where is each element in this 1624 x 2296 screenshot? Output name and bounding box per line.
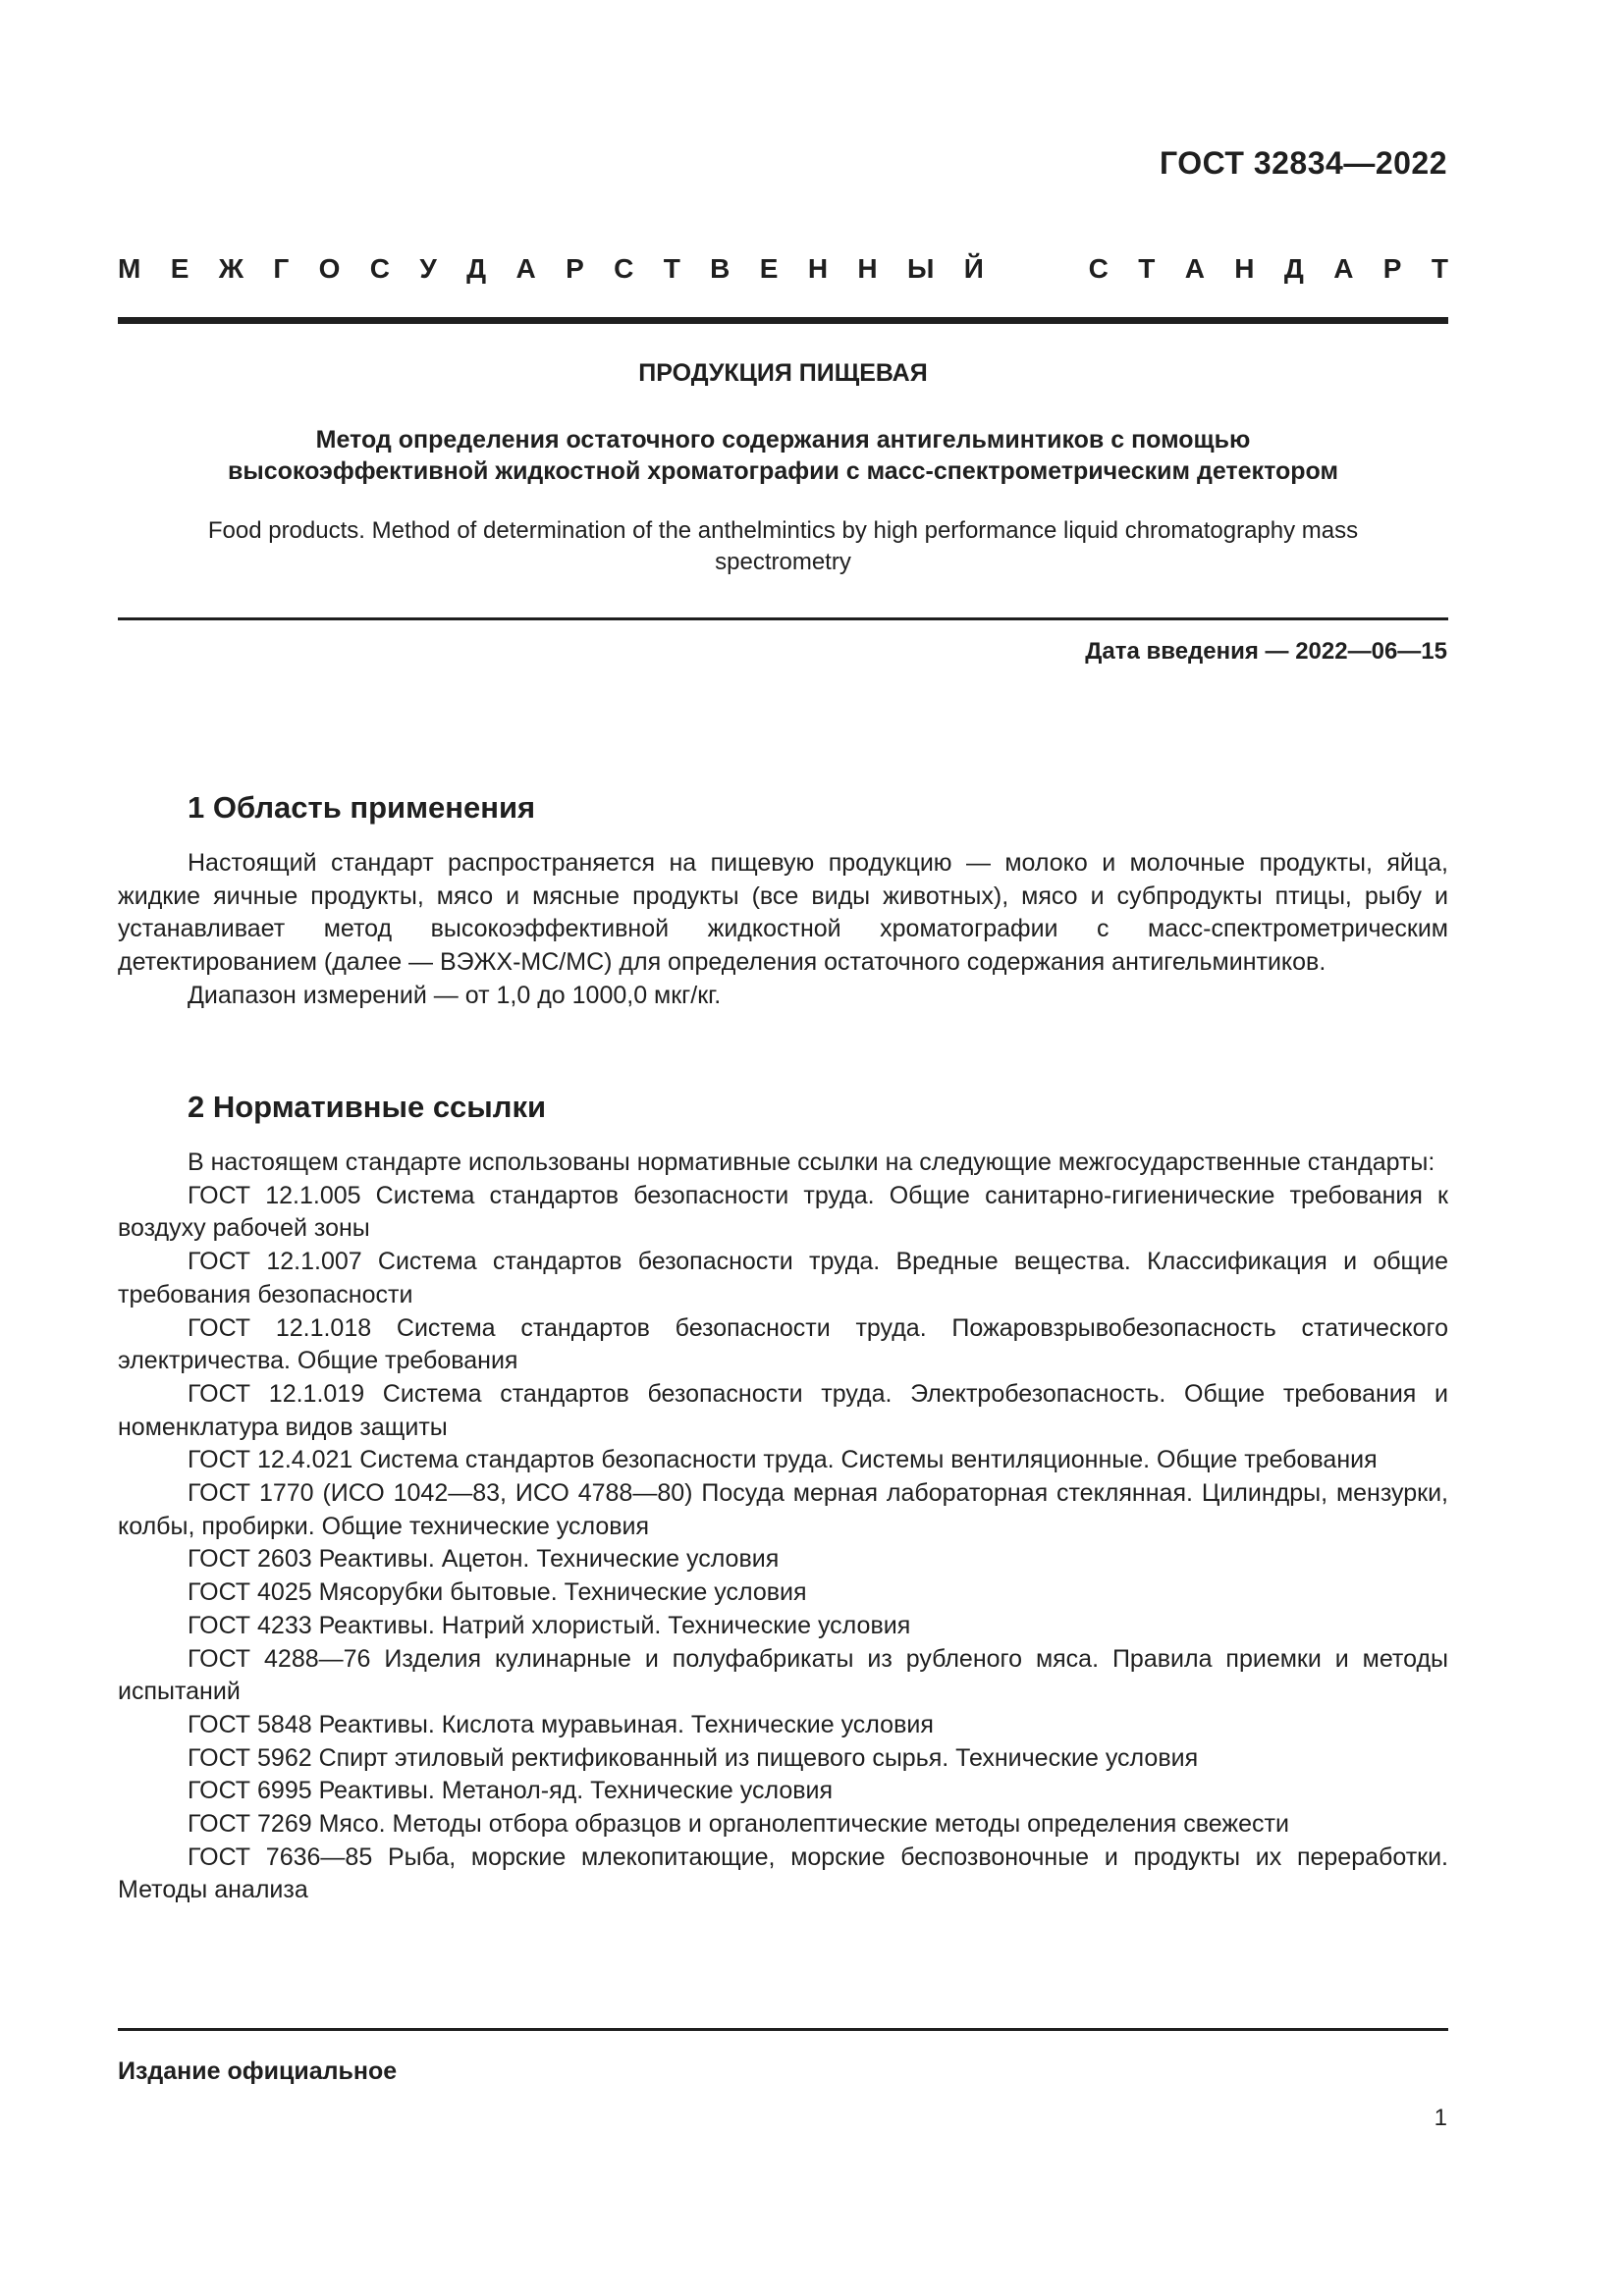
introduction-date: Дата введения — 2022—06—15 bbox=[1085, 638, 1447, 665]
reference-item: ГОСТ 5848 Реактивы. Кислота муравьиная. Технические условия bbox=[188, 1710, 934, 1738]
reference-item: ГОСТ 12.1.005 Система стандартов безопасности труда. Общие санитарно-гигиенические требования к воздуху рабочей зоны bbox=[118, 1181, 1448, 1243]
section-heading-scope: 1 Область применения bbox=[188, 790, 536, 825]
letter: Т bbox=[1138, 253, 1156, 284]
title-divider bbox=[118, 617, 1448, 620]
letter: Ж bbox=[218, 253, 244, 284]
letter: Ы bbox=[907, 253, 935, 284]
reference-item: ГОСТ 12.1.007 Система стандартов безопасности труда. Вредные вещества. Классификация и общие требования безопасности bbox=[118, 1248, 1448, 1308]
footer-divider bbox=[118, 2028, 1448, 2031]
header-divider bbox=[118, 317, 1448, 324]
letter: Д bbox=[466, 253, 487, 284]
paragraph: В настоящем стандарте использованы нормативные ссылки на следующие межгосударственные стандарты: bbox=[188, 1148, 1435, 1176]
method-title-line: высокоэффективной жидкостной хроматографии с масс-спектрометрическим детектором bbox=[228, 457, 1338, 485]
standard-type-heading bbox=[118, 253, 1448, 285]
letter: Н bbox=[807, 253, 829, 284]
letter: С bbox=[614, 253, 634, 284]
paragraph: Диапазон измерений — от 1,0 до 1000,0 мкг/кг. bbox=[188, 981, 722, 1009]
reference-item: ГОСТ 12.1.018 Система стандартов безопасности труда. Пожаровзрывобезопасность статического электричества. Общие требования bbox=[118, 1313, 1448, 1375]
page-number: 1 bbox=[1434, 2105, 1447, 2131]
letter: А bbox=[515, 253, 536, 284]
letter: Т bbox=[1431, 253, 1448, 284]
letter: А bbox=[1333, 253, 1354, 284]
section-scope-body bbox=[118, 847, 1448, 1013]
reference-item: ГОСТ 4025 Мясорубки бытовые. Технические условия bbox=[188, 1578, 807, 1607]
english-title-line: spectrometry bbox=[715, 549, 851, 575]
english-title-line: Food products. Method of determination of the anthelmintics by high performance liquid chromatography mass bbox=[207, 517, 1359, 544]
reference-item: ГОСТ 1770 (ИСО 1042—83, ИСО 4788—80) Посуда мерная лабораторная стеклянная. Цилиндры, мензурки, колбы, пробирки. Общие технические условия bbox=[118, 1479, 1448, 1540]
official-edition-label: Издание официальное bbox=[118, 2057, 398, 2085]
reference-item: ГОСТ 6995 Реактивы. Метанол-яд. Технические условия bbox=[188, 1777, 834, 1805]
letter: Н bbox=[857, 253, 878, 284]
letter: М bbox=[118, 253, 141, 284]
letter: Н bbox=[1234, 253, 1255, 284]
letter: В bbox=[710, 253, 731, 284]
reference-item: ГОСТ 2603 Реактивы. Ацетон. Технические условия bbox=[188, 1545, 780, 1574]
letter: Д bbox=[1283, 253, 1304, 284]
section-heading-references: 2 Нормативные ссылки bbox=[188, 1090, 547, 1124]
letter: О bbox=[318, 253, 341, 284]
document-number: ГОСТ 32834—2022 bbox=[1159, 145, 1447, 181]
letter: Р bbox=[566, 253, 584, 284]
reference-item: ГОСТ 7636—85 Рыба, морские млекопитающие, морские беспозвоночные и продукты их переработки. Методы анализа bbox=[118, 1842, 1448, 1904]
reference-item: ГОСТ 12.4.021 Система стандартов безопасности труда. Системы вентиляционные. Общие требования bbox=[188, 1446, 1378, 1474]
letter: С bbox=[1088, 253, 1109, 284]
reference-item: ГОСТ 5962 Спирт этиловый ректификованный из пищевого сырья. Технические условия bbox=[188, 1743, 1199, 1772]
letter: Г bbox=[273, 253, 290, 284]
word-gap bbox=[1013, 253, 1058, 285]
letter: У bbox=[419, 253, 437, 284]
section-references-body bbox=[118, 1147, 1448, 1907]
english-title bbox=[157, 515, 1409, 578]
letter: Т bbox=[663, 253, 680, 284]
letter: Й bbox=[963, 253, 984, 284]
reference-item: ГОСТ 4233 Реактивы. Натрий хлористый. Технические условия bbox=[188, 1611, 911, 1639]
letter: Е bbox=[170, 253, 189, 284]
product-title: ПРОДУКЦИЯ ПИЩЕВАЯ bbox=[638, 359, 928, 387]
letter: Р bbox=[1382, 253, 1402, 284]
reference-item: ГОСТ 4288—76 Изделия кулинарные и полуфабрикаты из рубленого мяса. Правила приемки и методы испытаний bbox=[118, 1644, 1448, 1706]
paragraph: Настоящий стандарт распространяется на пищевую продукцию — молоко и молочные продукты, яйца, жидкие яичные продукты, мясо и мясные продукты (все виды животных), мясо и субпродукты птицы, рыбу и устанавливает метод высокоэффективной жидкостной хроматографии с масс-спектрометрическим детектированием (далее — ВЭЖХ-МС/МС) для определения остаточного содержания антигельминтиков. bbox=[118, 849, 1448, 977]
reference-item: ГОСТ 7269 Мясо. Методы отбора образцов и органолептические методы определения свежести bbox=[188, 1810, 1289, 1839]
reference-item: ГОСТ 12.1.019 Система стандартов безопасности труда. Электробезопасность. Общие требования и номенклатура видов защиты bbox=[118, 1379, 1448, 1441]
letter: Е bbox=[759, 253, 779, 284]
letter: С bbox=[369, 253, 391, 284]
letter: А bbox=[1184, 253, 1205, 284]
method-title-line: Метод определения остаточного содержания антигельминтиков с помощью bbox=[315, 426, 1251, 454]
method-title bbox=[157, 424, 1409, 487]
